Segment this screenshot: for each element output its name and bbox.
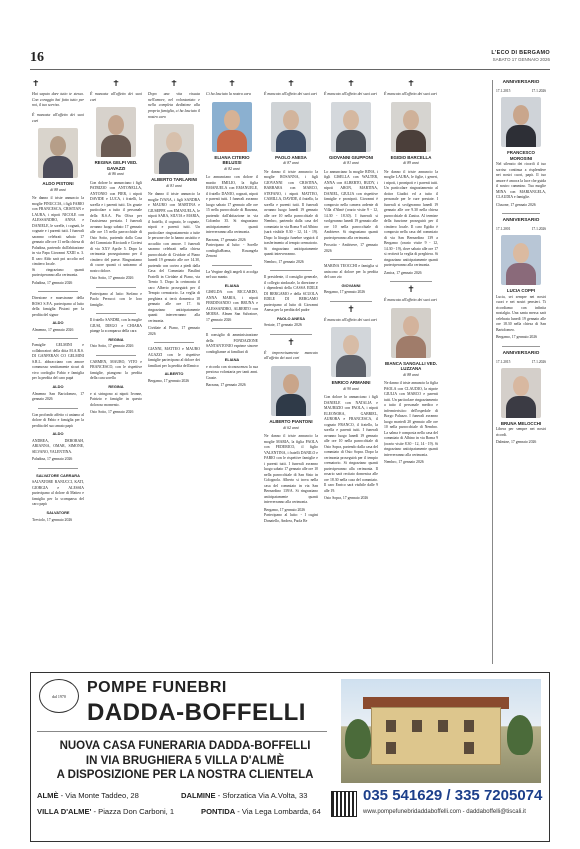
- condolence-name: ALDO: [52, 431, 64, 437]
- anniversary-title: ANNIVERSARIO: [502, 218, 540, 224]
- anniversary-to: 17.1.2026: [531, 227, 546, 232]
- portrait-photo: [331, 102, 371, 152]
- divider: [502, 346, 540, 347]
- anniversary-dates: [496, 227, 546, 232]
- portrait-photo: [331, 327, 371, 377]
- obituary-intro: Ci ha lasciato la nostra cara: [206, 92, 251, 96]
- address-city: ALMÈ: [37, 791, 59, 800]
- divider: [270, 270, 312, 271]
- deceased-name: ALDO PISTONI: [42, 181, 74, 187]
- divider: [212, 265, 252, 266]
- portrait-photo: [154, 124, 194, 174]
- condolence: [32, 296, 84, 333]
- address-street: - Piazza Don Carboni, 1: [91, 807, 175, 816]
- obituary-enrico-armanni: [324, 306, 378, 502]
- condolence-name: SALVATORE: [46, 509, 70, 515]
- cross-icon: ✝: [170, 80, 178, 89]
- anniversary-text: Lucia, sei sempre nei nostri cuori e nei nostri pensieri. Ti ricordiamo con infinita nostalgia. Una santa messa sarà celebrata lunedì 19 gennaio alle ore 18.30 nella chiesa di San Bartolomeo.: [496, 294, 546, 332]
- portrait-photo: [391, 102, 431, 152]
- obituary-text: Ne danno il triste annuncio la moglie PINUCCIA, i figli FABIO con FRANCESCA, CRISTIAN e LAURA, i nipoti NICOLE con ALESSANDRO, ANNA e DANIELE, le sorelle, i cognati, le cognate e i parenti tutti. I funerali saranno celebrati sabato 17 gennaio alle ore 11 nella chiesa di Paladina, partendo dall'abitazione in via Papa Giovanni XXIII n. 3. Il caro Aldo sarà poi accolto nel cimitero locale.: [32, 196, 84, 267]
- masthead: [491, 50, 550, 62]
- deceased-name: ALBERTO PIANTONI: [269, 419, 313, 425]
- address-pontida: [201, 807, 321, 816]
- divider: [212, 328, 252, 329]
- ad-brand-line2: DADDA-BOFFELLI: [87, 699, 306, 726]
- condolence: [148, 347, 200, 384]
- obituary-place-date: Nembro, 17 gennaio 2026: [264, 259, 304, 264]
- deceased-age: di 89 anni: [403, 161, 419, 166]
- obituary-place-date: Nembro, 17 gennaio 2026: [384, 460, 424, 465]
- condolence-place-date: Osio Sotto, 17 gennaio 2026: [90, 410, 134, 415]
- divider: [154, 342, 194, 343]
- deceased-name: EGIDIO BARCELLA: [390, 154, 432, 160]
- column-1: [30, 80, 86, 664]
- portrait-photo: [271, 102, 311, 152]
- portrait-photo: [391, 308, 431, 358]
- obituary-text: Lo annunciano la moglie RINA, i figli GISELLA con WALTER, ANNA con ALBERTO, RUDY, i nipoti ARON, MARTINA, DANIEL, GIULIA con rispettive famiglie e pronipoti. Giovanni è composto nella camera ardente di Villa d'Almè (orario visite 9 - 12, 14.30 - 18.30). I funerali si svolgeranno lunedì 19 gennaio alle ore 10 nella parrocchiale di Ambivere. Si ringraziano quanti parteciperanno alla cerimonia.: [324, 169, 378, 240]
- obituary-place-date: Zanica, 17 gennaio 2026: [384, 270, 422, 275]
- condolence-text: Direzione e maestranze della ROSO S.P.A. partecipano al lutto della famiglia Pistoni per la perdita del signor: [32, 296, 84, 317]
- ad-phone-numbers: 035 541629 / 335 7205074: [363, 787, 543, 804]
- obituary-mourners: Partecipano al lutto: - I cugini Donatello, Andrea, Paola Re: [264, 513, 318, 523]
- obituary-place-date: Prosotto - Ambivere, 17 gennaio 2026: [324, 243, 378, 253]
- condolence-text: Il consiglio di amministrazione della FONDAZIONE SANTANTONIO esprime sincere condoglianze ai familiari di: [206, 333, 258, 354]
- address-alme: [37, 791, 139, 800]
- condolence-name: ALDO: [52, 383, 64, 389]
- column-3: [146, 80, 202, 664]
- anniversary-title: ANNIVERSARIO: [502, 80, 540, 85]
- obituary-alberto-piantoni: [264, 339, 318, 524]
- condolence-place-date: Osio Sotto, 17 gennaio 2026: [90, 344, 134, 349]
- anniversary-from: 17.1.2001: [496, 227, 511, 232]
- condolence-place-date: Almenno San Bartolomeo, 17 gennaio 2026: [32, 391, 84, 402]
- obituary-prefix: È mancato all'affetto dei suoi cari: [264, 92, 318, 96]
- obituary-prefix: È mancata all'affetto dei suoi cari: [90, 92, 142, 102]
- condolence: [32, 343, 84, 402]
- column-4: [204, 80, 260, 664]
- column-2: [88, 80, 144, 664]
- deceased-age: di 62 anni: [283, 425, 299, 430]
- condolence: [206, 270, 258, 324]
- condolence-name: PAOLO ANESA: [276, 315, 306, 321]
- obituary-text: Con dolore lo annunciano i figli PATRIZIO con ANTONELLA, ANTONIO con PIER, i nipoti DAVIDE e LUCA, i fratelli, la sorella e i parenti tutti. Un grazie particolare a tutto il personale della R.S.A. Pia Oliva per l'assistenza prestata. I funerali avranno luogo sabato 17 gennaio alle ore 15 nella parrocchiale di Osio Sotto, partendo dalla Casa del Commiato Ricciardi e Cortesi di via XXV Aprile 5. Dopo la cerimonia proseguiranno per il cimitero del paese. Ringraziamo di cuore quanti ci uniranno al nostro dolore.: [90, 180, 142, 273]
- condolence: [90, 318, 142, 350]
- logo-text: dal 1970: [52, 694, 66, 699]
- condolence: [206, 333, 258, 389]
- portrait-photo: [501, 97, 541, 147]
- cross-icon: ✝: [32, 80, 40, 89]
- divider: [270, 334, 312, 335]
- portrait-photo: [271, 366, 311, 416]
- cross-icon: ✝: [287, 80, 295, 89]
- condolence-place-date: Treviolo, 17 gennaio 2026: [32, 517, 73, 522]
- condolence-place-date: Bergamo, 17 gennaio 2026: [148, 378, 190, 383]
- portrait-photo: [501, 235, 541, 285]
- anniversary-francesco-morosini: [496, 80, 546, 208]
- divider: [96, 355, 136, 356]
- obituary-place-date: Bergamo, 17 gennaio 2026: [264, 507, 306, 512]
- obituary-intro: Dopo una vita vissuta nell'amore, nel volontariato e nella completa dedizione alla propria famiglia, ci ha lasciato il nostro caro: [148, 92, 200, 119]
- ad-website-email: www.pompefunebridaddaboffelli.com - daddaboffelli@tiscali.it: [363, 809, 526, 815]
- portrait-photo: [96, 107, 136, 157]
- column-5: [262, 80, 320, 664]
- anniversary-dates: [496, 360, 546, 365]
- address-city: DALMINE: [181, 791, 216, 800]
- condolence-name: GIOVANNI: [341, 282, 361, 288]
- deceased-name: BIANCA SANGALLI VED. LUZZANA: [384, 360, 438, 372]
- condolence-place-date: Almenno, 17 gennaio 2026: [32, 327, 74, 332]
- condolence-place-date: Paladina, 17 gennaio 2026: [32, 457, 73, 462]
- ad-brand-line1: POMPE FUNEBRI: [87, 679, 227, 696]
- anniversary-to: 17.1.2026: [531, 88, 546, 93]
- cross-icon: ✝: [407, 80, 415, 89]
- deceased-age: di 86 anni: [108, 172, 124, 177]
- deceased-age: di 81 anni: [343, 161, 359, 166]
- anniversary-from: 17.1.2015: [496, 88, 511, 93]
- condolence: [264, 275, 318, 329]
- condolence-text: SALVATORE RANUCCI, KATI, GIORGIA e ALESSIA partecipano al dolore di Matteo e famiglia per la scomparsa del caro papà: [32, 480, 84, 507]
- deceased-age: di 88 anni: [50, 187, 66, 192]
- condolence-text: Famiglie GELMINI e collaboratori della ditta M.A.R.S. DI GANFERAN CO GELMINI S.R.L. abbracciano con amore commosso sentitamente sicuri di vivo cordoglio Fabio e famiglia per la perdita del caro papà: [32, 343, 84, 381]
- obituary-prefix: È mancato all'affetto dei suoi cari: [324, 317, 378, 322]
- qr-code-icon: [331, 791, 357, 817]
- condolence-name: REGINA: [108, 383, 124, 389]
- obituary-bianca-sangalli: [384, 286, 438, 466]
- divider: [96, 313, 136, 314]
- funeral-home-logo: [39, 679, 79, 713]
- obituary-text: Ne danno il triste annuncio la moglie MARIA, la figlia PAOLA con FEDERICO, il figlio VALENTINA, i fratelli DANILO e FABIO con le rispettive famiglie e i parenti tutti. I funerali avranno luogo sabato 17 gennaio alle ore 10 nella parrocchiale di San Sisto in Colognola. Alberto si trova nella casa del commiato in via San Bernardino 139/A. Si ringraziano anticipatamente quanti interverranno alla cerimonia.: [264, 434, 318, 505]
- page-header: [30, 48, 550, 70]
- obituary-text: Lo annunciano con dolore il marito EMILIO, la figlia EMANUELA con EMANUELE, il fratello DANIO, cognati, nipoti e parenti tutti. I funerali avranno luogo sabato 17 gennaio alle ore 15 nella parrocchiale di Barzana, partendo dall'abitazione in via Colombo 35. Si ringraziano anticipatamente quanti interverranno alla cerimonia.: [206, 175, 258, 235]
- condolence-text: Partecipano al lutto: Stefano e Paolo Perrucci con le loro famiglie.: [90, 291, 142, 307]
- deceased-name: BRUNA MELOCCHI: [500, 420, 542, 426]
- obituary-place-date: Paladina, 17 gennaio 2026: [32, 280, 73, 285]
- condolence-name: ELIANA: [224, 357, 240, 363]
- obituary-prefix: È mancato all'affetto dei suoi cari: [384, 92, 438, 96]
- condolence-text: e ricorda con riconoscenza la sua preziosa volontaria per tanti anni. Grazie.: [206, 364, 258, 380]
- anniversary-to: 17.1.2026: [531, 359, 546, 364]
- anniversary-from: 17.1.2015: [496, 359, 511, 364]
- divider: [38, 291, 78, 292]
- obituary-text: Ne danno il triste annuncio la moglie ROSANNA, i figli GIOVANNI con CRISTINA, BARBARA con MARCO, STEFANO, i nipoti MATTEO, CAMILLA, DAVIDE, il fratello, la sorella e parenti tutti. Il funerali avranno luogo lunedì 19 gennaio alle ore 10 nella parrocchiale di Nembro, partendo dalla casa del commiato in via Roma 9 ad Albino (sarà visibile 8.30 - 12, 14 - 19). Dopo la liturgia funebre seguirà il trasferimento al tempio crematorio. Si ringraziano anticipatamente quanti interverranno.: [264, 169, 318, 257]
- cross-icon: ✝: [347, 80, 355, 89]
- deceased-name: PAOLO ANESA: [275, 154, 307, 160]
- address-city: PONTIDA: [201, 807, 236, 816]
- address-street: - Sforzatica Via A.Volta, 33: [215, 791, 308, 800]
- obituary-regina-gelpi: [90, 80, 142, 282]
- funeral-home-ad: [30, 672, 550, 842]
- divider: [96, 287, 136, 288]
- condolence-text: GISELDA con RICCARDO, ANNA MARIA, i nipoti FERDINANDO con BRUNA e ALESSANDRO, ALBERTO con MOIRA. Almen San Salvatore, 17 gennaio 2026: [206, 290, 258, 322]
- deceased-age: di 87 anni: [283, 161, 299, 166]
- issue-date: SABATO 17 GENNAIO 2026: [492, 57, 550, 62]
- condolence: [90, 292, 142, 309]
- obituary-thanks: Si ringraziano quanti parteciperanno alla cerimonia.: [32, 267, 84, 278]
- condolence-text: CARMEN, MAURO, VITO e FRANCESCO, con le rispettive famiglie, piangono la perdita della cara sorella: [90, 359, 142, 381]
- condolence-name: REGINA: [108, 336, 124, 342]
- condolence-name: ELIANA: [224, 282, 240, 288]
- obituary-text: Ne danno il triste annuncio la figlia PAOLA con CLAUDIO, la nipote GIULIA con MARCO e parenti tutti. Un particolare ringraziamento a tutto il personale medico e infermieristico dell'ospedale di Borgo Palazzo. I funerali avranno luogo martedì 20 gennaio alle ore 10 nella parrocchiale di Nembro. La salma è composta nella casa del commiato di Albino in via Roma 9 (orario visite 8.30 - 12, 14 - 19). Si ringraziano anticipatamente quanti interverranno alla cerimonia.: [384, 381, 438, 457]
- obituary-text: Ne danno il triste annuncio la moglie LAURA, le figlie, i generi, i nipoti, i pronipoti e i parenti tutti. Un particolare ringraziamento al dottor Giudici ed a tutto il personale per le cure prestate. I funerali si svolgeranno lunedì 19 gennaio alle ore 9.30 nella chiesa parrocchiale di Zanica. Al termine della funzione proseguirà per il cimitero locale. Il caro Egidio è composto nella casa del commiato di via San Bernardino 139 a Bergamo (orario visite 9 - 12, 14.30 - 19), dove sabato alle ore 17 si reciterà la veglia di preghiera. Si ringraziano anticipatamente quanti parteciperanno alla cerimonia.: [384, 169, 438, 268]
- condolence: [32, 473, 84, 523]
- condolence-text: Il presidente, il consiglio generale, il collegio sindacale, la direzione e i dipendenti della CASSA EDILE DI BERGAMO e della SCUOLA EDILE DI BERGAMO partecipano al lutto di Giovanni Anesa per la perdita del padre: [264, 275, 318, 313]
- obituary-place-date: Osio Sotto, 17 gennaio 2026: [90, 276, 134, 281]
- divider: [330, 259, 372, 260]
- deceased-age: di 81 anni: [166, 183, 182, 188]
- obituary-prefix: È mancato all'affetto dei suoi cari: [324, 92, 378, 96]
- condolence-place-date: Bergamo, 17 gennaio 2026: [324, 290, 366, 295]
- anniversary-title: ANNIVERSARIO: [502, 350, 540, 356]
- anniversary-text: Libera per sempre nei nostri ricordi.: [496, 427, 546, 437]
- condolence-name: ALBERTO: [164, 371, 184, 377]
- obituaries-section: [30, 80, 550, 664]
- obituary-mourners: Partecipano al lutto: - Sorelle condogliaRoma, Rosangela Zenoni: [206, 243, 258, 259]
- deceased-name: ALBERTO TARLARINI: [151, 177, 197, 183]
- ad-divider: [37, 731, 327, 732]
- obituary-place-date: Osio Sopra, 17 gennaio 2026: [324, 496, 369, 501]
- obituary-place-date: Cividate al Piano, 17 gennaio 2026: [148, 326, 200, 336]
- anniversary-dates: [496, 89, 546, 94]
- anniversary-bruna-melocchi: [496, 351, 546, 446]
- obituary-eliana-citerio: [206, 80, 258, 260]
- deceased-age: di 88 anni: [403, 372, 419, 377]
- divider: [38, 338, 78, 339]
- condolence-heading: SALVATORE CARRARA: [36, 472, 80, 478]
- cross-icon: ✝: [407, 285, 415, 296]
- funeral-home-building-photo: [341, 679, 541, 783]
- deceased-name: FRANCESCO MOROSINI: [507, 150, 535, 161]
- ad-headline-line1: NUOVA CASA FUNERARIA DADDA-BOFFELLI: [59, 740, 311, 752]
- condolence-signers: ANDREA, DEBORAH, ARIANNA, OMAR, SIMONE, SILVANO, VALENTINA.: [32, 438, 84, 454]
- obituary-aldo-pistoni: [32, 80, 84, 286]
- anniversary-text: Nel silenzio dei ricordi il tuo sorriso continua a risplendere nei nostri cuori, papà. Il tuo amore è ancora la luce che guida il nostro cammino. Tua moglie MINA con MARIANGELA, CLAUDIA e famiglie.: [496, 162, 546, 200]
- address-city: VILLA D'ALME': [37, 807, 92, 816]
- page-number: 16: [30, 50, 44, 65]
- condolence-text: Con profondo affetto ci uniamo al dolore di Fabio e famiglia per la perdita del suo amato papà: [32, 412, 84, 428]
- ad-headline: [45, 739, 325, 783]
- condolence-text: La Vergine degli angeli ti accolga nel suo manto.: [206, 269, 258, 280]
- deceased-age: di 90 anni: [343, 386, 359, 391]
- obituary-giovanni-giupponi: [324, 80, 378, 254]
- portrait-photo: [38, 128, 78, 178]
- obituary-text: Ne danno il triste annuncio la moglie IVANA, i figli SANDRA e MAURO con MARTINA e GIUSEPPE con EMANUELA, le nipoti SARA, SILVIA e MARIA, il fratello, il cognato, le cognate, nipoti e parenti tutti. Un particolare ringraziamento a tutte le persone che lo hanno assistito e accudito con amore. I funerali saranno celebrati nella chiesa parrocchiale di Cividate al Piano lunedì 19 gennaio alle ore 14.30, partendo con corteo a piedi dalla Casa del Commiato Basilini Fratelli in Cividate al Piano, via Trento 5. Dopo la cerimonia il caro Alberto proseguirà per il Tempio crematorio. La veglia di preghiera si terrà domenica 18 gennaio alle ore 17. Si ringraziano anticipatamente quanti interverranno alla cerimonia.: [148, 192, 200, 323]
- obituary-paolo-anesa: [264, 80, 318, 265]
- deceased-name: REGINA GELPI VED. GAVAZZI: [94, 160, 138, 171]
- obituary-place-date: Barzana, 17 gennaio 2026: [206, 237, 246, 242]
- column-7: [382, 80, 440, 664]
- newspaper-title: L'ECO DI BERGAMO: [491, 50, 550, 56]
- obituary-text: Con dolore lo annunciano i figli DANIELE con NATALIA e MAURIZIO con PAOLA, i nipoti ELEONORA, GABRIEL, AURORA e FRANCESCA, il cognato FRANCO, il fratello, la sorella e parenti tutti. I funerali avranno luogo lunedì 19 gennaio alle ore 10 nella parrocchiale di Osio Sopra, partendo dalla casa del commiato di Osio Sopra. Dopo la cerimonia proseguirà per il tempio crematorio. Si ringraziano quanti parteciperanno alla cerimonia. Il rosario sarà recitato domenica alle ore 18.30 nella casa del commiato. Il caro Enrico sarà visibile dalle 9 alle 19.: [324, 395, 378, 493]
- condolence-text: MARINA TEOCCHI e famiglia si uniscono al dolore per la perdita del caro zio: [324, 264, 378, 280]
- condolence-place-date: Barzana, 17 gennaio 2026: [206, 383, 246, 388]
- condolence-text: Il fratello SANDRI, con la moglie GIUSI, DIEGO e CHIARA piange la scomparsa della cara: [90, 318, 142, 334]
- anniversary-place-date: Clusone, 17 gennaio 2026: [496, 202, 536, 207]
- ad-headline-line2: IN VIA BRUGHIERA 5 VILLA D'ALMÈ: [85, 754, 285, 767]
- anniversary-place-date: Bergamo, 17 gennaio 2026: [496, 335, 538, 340]
- obituary-prefix: È mancata all'affetto dei suoi cari: [384, 298, 438, 303]
- condolence: [90, 360, 142, 416]
- deceased-name: GIOVANNI GIUPPONI: [328, 154, 374, 160]
- condolence-text: e si stringono ai nipoti Ivonne, Patrizio e famiglie in questo doloroso momento.: [90, 391, 142, 407]
- deceased-age: di 82 anni: [224, 166, 240, 171]
- anniversary-place-date: Dalmine, 17 gennaio 2026: [496, 440, 537, 445]
- divider: [38, 408, 78, 409]
- obituary-prefix: È mancata all'affetto dei suoi cari: [32, 112, 84, 123]
- deceased-name: ELIANA CITERIO BELUSSI: [214, 154, 250, 166]
- address-dalmine: [181, 791, 307, 800]
- obituary-egidio-barcella: [384, 80, 438, 276]
- address-street: - Via Monte Taddeo, 28: [58, 791, 139, 800]
- divider: [330, 301, 372, 302]
- condolence: [324, 264, 378, 296]
- divider: [390, 281, 432, 282]
- obituary-prefix: È improvvisamente mancato all'affetto dei suoi cari: [264, 350, 318, 361]
- address-villa-dalme: [37, 807, 174, 816]
- anniversary-lucia-coppi: [496, 218, 546, 341]
- condolence-name: ALDO: [52, 320, 64, 326]
- cross-icon: ✝: [347, 304, 355, 315]
- condolence: [32, 413, 84, 463]
- column-anniversaries: [492, 80, 548, 664]
- cross-icon: ✝: [112, 80, 120, 89]
- deceased-name: ENRICO ARMANNI: [331, 380, 371, 386]
- condolence-text: GIANNI, MATTEO e MAURO AGAZZI con le rispettive famiglie partecipano al dolore dei familiari per la perdita dell'amico: [148, 347, 200, 368]
- column-6: [322, 80, 380, 664]
- portrait-photo: [212, 102, 252, 152]
- condolence-place-date: Seriate, 17 gennaio 2026: [264, 323, 302, 328]
- divider: [38, 468, 78, 469]
- ad-headline-line3: A DISPOSIZIONE PER LA NOSTRA CLIENTELA: [56, 769, 314, 782]
- obituary-intro: Hai saputo dare tutto te stesso. Con coraggio hai fatto tutto per noi, il tuo sorriso.: [32, 92, 84, 108]
- cross-icon: ✝: [228, 80, 236, 89]
- address-street: - Via Lega Lombarda, 64: [235, 807, 321, 816]
- cross-icon: ✝: [287, 337, 295, 348]
- obituary-alberto-tarlarini: [148, 80, 200, 337]
- deceased-name: LUCIA COPPI: [506, 288, 536, 294]
- divider: [502, 213, 540, 214]
- portrait-photo: [501, 368, 541, 418]
